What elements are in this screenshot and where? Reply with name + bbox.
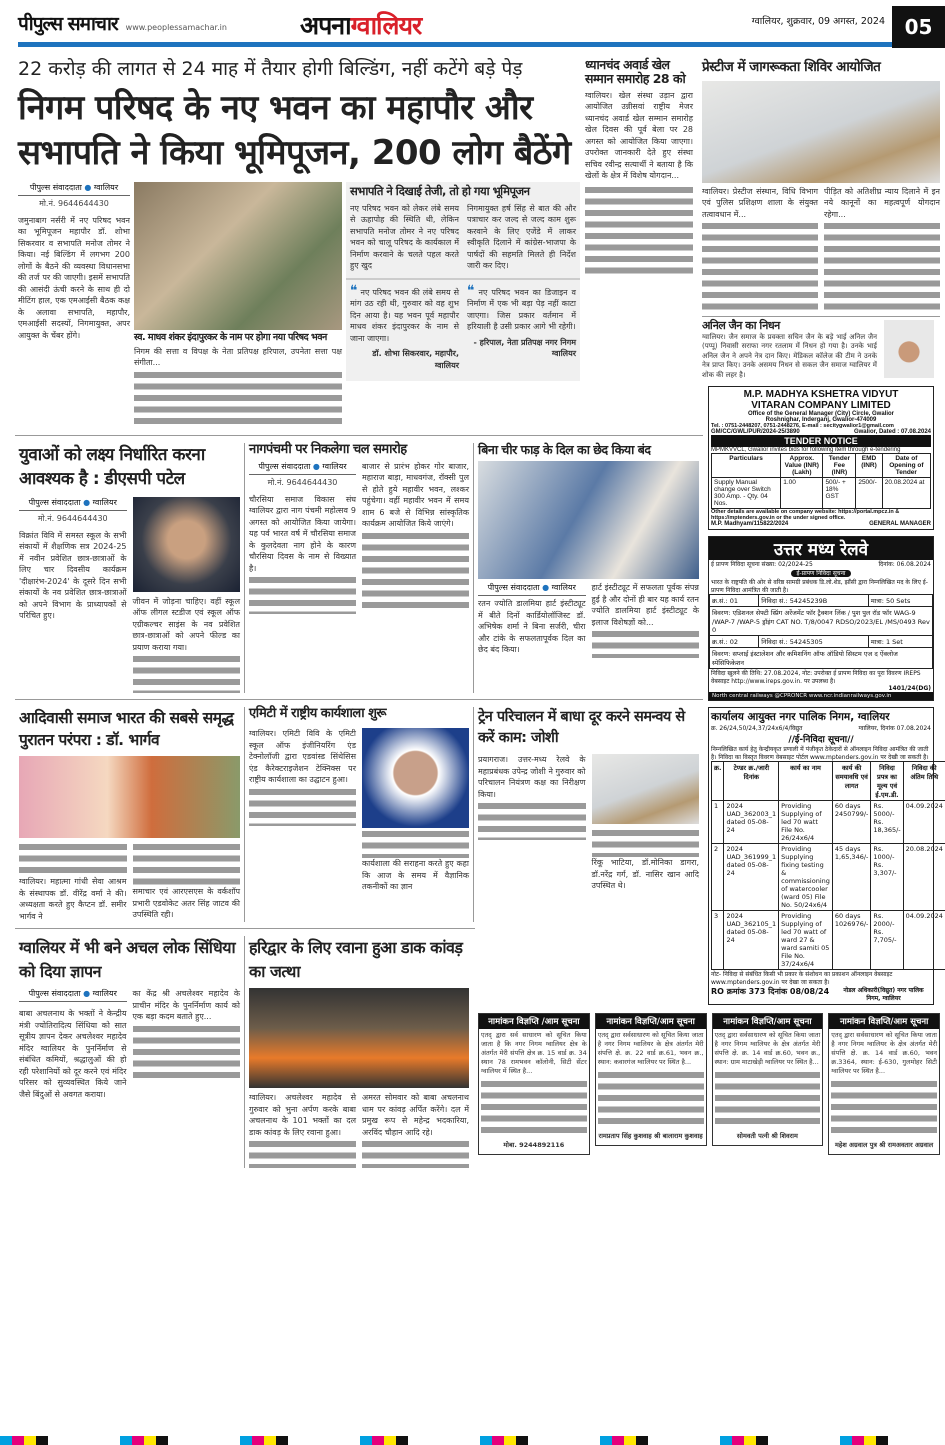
nagpanchami-body: चौरसिया समाज विकास संघ ग्वालियर द्वारा नाग पंचमी महोत्सव 9 अगस्त को आयोजित किया जायेगा। यह पर्व भारत वर्ष में चौरसिया समाज के कुलदेवता नाग होने के कारण चौरसिया दिवस के नाम से विख्यात है। bbox=[249, 494, 356, 573]
text-columns bbox=[134, 369, 342, 429]
nigam-intro: निम्नलिखित कार्य हेतु केन्द्रीयकृत प्रणाली में पंजीकृत ठेकेदारों से ऑनलाइन निविदा आमंत्रित की जाती है। निविदा का विस्तृत विवरण वेबसाइट पोर्टल www.mptenders.gov.in पर देखी जा सकती है। bbox=[711, 746, 929, 762]
website-url: www.peoplessamachar.in bbox=[125, 23, 227, 32]
section-title-part1: अपना bbox=[300, 11, 351, 40]
notice-body: एतद् द्वारा सर्वसाधारण को सूचित किया जाता है नगर निगम ग्वालियर के क्षेत्र अंतर्गत मेरी संपत्ति क्षे. क्र. 14 वार्ड क्र.60, भवन क्र., स्थान: ग्राम माटाखेड़ी ग्वालियर पर स्थित है... bbox=[714, 1031, 821, 1067]
haridwar-story bbox=[244, 936, 473, 1168]
byline: पीपुल्स संवाददाता ● ग्वालियर bbox=[478, 582, 586, 596]
byline: पीपुल्स संवाददाता ● ग्वालियर bbox=[249, 461, 356, 475]
nigam-tender-table: क्र. टेण्डर क्र./जारी दिनांक कार्य का नाम कार्य की समयावधि एवं लागत निविदा प्रपत्र का मूल्य एवं ई.एम.डी. निविदा की अंतिम तिथि 1 2024 UAD_362003_1 dated 05-08-24 Providing Supplying of led 70 watt File No. 26/24x6/4 60 days 2450799/- Rs. 5000/- Rs. 18,365/- 04.09.2024 2 2024 UAD_361999_1 dated 05-08-24 Providing Supplying fixing testing & commissioning of watercooler (ward 05) File No. 50/24x6/4 45 days 1,65,346/- Rs. 1000/- Rs. 3,307/- 20.08.2024 3 2024 UAD_362105_1 dated 05-08-24 Providing Supplying of led 70 watt of ward 27 & ward samiti 05 File No. 37/24x6/4 60 days 1026976/- Rs. 2000/- Rs. 7,705/- 04.09.2024 bbox=[711, 761, 945, 970]
yuva-headline: युवाओं को लक्ष्य निर्धारित करना आवश्यक है : डीएसपी पटेल bbox=[19, 444, 205, 489]
obituary-photo bbox=[884, 320, 934, 378]
achal-body: बाबा अचलनाथ के भक्तों ने केन्द्रीय मंत्री ज्योतिरादित्य सिंधिया को सात सूत्रीय ज्ञापन देकर अचलेश्वर महादेव मंदिर ग्वालियर के पुनर्निर्माण से संबंधित कमियों, श्रद्धालुओं की हो रही परेशानियों को दूर करने एवं मंदिर परिसर को सुव्यवस्थित किये जाने जैसे बिंदुओं से अवगत कराया। bbox=[19, 1009, 127, 1099]
nomination-notices bbox=[478, 1013, 940, 1155]
amity-body: ग्वालियर। एमिटी विवि के एमिटी स्कूल ऑफ इंजीनियरिंग एंड टेक्नोलॉजी द्वारा एडवांस्ड सिंथेसिस एंड कैरेक्टराइजेशन टेक्निक्स पर राष्ट्रीय कार्यशाला का उद्घाटन हुआ। bbox=[249, 729, 356, 785]
train-body: प्रयागराज। उत्तर-मध्य रेलवे के महाप्रबंधक उपेन्द्र जोशी ने गुरुवार को परिचालन नियंत्रण कक्ष का निरीक्षण किया। bbox=[478, 755, 586, 799]
office: Office of the General Manager (City) Circle, Gwalior bbox=[747, 411, 895, 418]
mobile-number: मो.नं. 9644644430 bbox=[39, 198, 109, 208]
yuva-body-2: जीवन में जोड़ना चाहिए। वहीं स्कूल ऑफ लीगल स्टडीज एवं स्कूल ऑफ एग्रीकल्चर साइंस के नव प्रवेशित छात्र-छात्राओं को अपने फील्ड का प्रयाण कराया गया। bbox=[132, 596, 240, 652]
notice-badge: ई-प्रापण निविदा सूचना bbox=[791, 570, 852, 577]
notice-no: ई प्रापण निविदा सूचना संख्या: 02/2024-25 bbox=[711, 561, 813, 569]
haridwar-body-2: अमरत सोमवार को बाबा अचलनाथ धाम पर कांवड़ अर्पित करेंगे। दल में प्रमुख रूप से महेन्द्र भदकारिया, अरविंद चौहान आदि रहे। bbox=[362, 1093, 469, 1137]
notice-title: नामांकन विज्ञप्ति/आम सूचना bbox=[713, 1014, 823, 1029]
notice-date: दिनांक: 06.08.2024 bbox=[878, 561, 931, 569]
row-lead bbox=[15, 58, 703, 429]
section-title bbox=[300, 8, 421, 42]
tender-footer: Other details are available on company website: https://portal.mpcz.in & https://mptenders.gov.in or the under signed office. bbox=[711, 509, 900, 522]
section-title-part2: ग्वालियर bbox=[350, 11, 422, 40]
obituary-headline: अनिल जैन का निधन bbox=[702, 319, 780, 333]
amity-body-2: कार्यशाला की सराहना करते हुए कहा कि आज के समय में वैज्ञानिक तकनीकों का ज्ञान bbox=[362, 859, 469, 892]
notice-intro: भारत के राष्ट्रपति की ओर से वरिष्ठ सामग्री प्रबंधक डि.लो.शेड, झाँसी द्वारा निम्नलिखित मद के लिए ई-प्रापण निविदा आमंत्रित की जाती है। bbox=[711, 579, 928, 595]
adivasi-body: ग्वालियर। महात्मा गांधी सेवा आश्रम के संस्थापक डॉ. वीरेंद्र वर्मा ने की। अध्यक्षता करते हुए कैप्टन डॉ. समीर भार्गव ने bbox=[19, 877, 127, 921]
nomination-notice-1 bbox=[478, 1013, 590, 1155]
prestige-story bbox=[702, 60, 940, 310]
train-headline: ट्रेन परिचालन में बाधा दूर करने समन्वय से करें काम: जोशी bbox=[478, 709, 685, 747]
achal-story bbox=[15, 936, 244, 1168]
nigam-title: कार्यालय आयुक्त नगर पालिक निगम, ग्वालियर bbox=[711, 711, 890, 724]
page-number: 05 bbox=[892, 6, 945, 48]
nomination-notice-2 bbox=[595, 1013, 707, 1146]
heart-patient-photo bbox=[478, 461, 699, 579]
byline: पीपुल्स संवाददाता ● ग्वालियर bbox=[18, 182, 130, 196]
amity-story bbox=[244, 707, 473, 922]
notice-body: एतद् द्वारा सर्व साधारण को सूचित किया जाता है कि नगर निगम ग्वालियर क्षेत्र के अंतर्गत मेरी संपत्ति क्षेत्र क्र. 15 वार्ड क्र. 34 स्थान 78 रामभवन कॉलोनी, सिटी सेंटर ग्वालियर में स्थित है... bbox=[481, 1031, 587, 1076]
logo-group bbox=[18, 10, 227, 36]
prestige-body-2: पीड़ित को अतिशीघ्र न्याय दिलाने में इन नये कानूनों का महत्वपूर्ण योगदान रहेगा... bbox=[824, 186, 940, 219]
yuva-story bbox=[15, 443, 244, 694]
dsp-patel-photo bbox=[133, 497, 241, 592]
notice-title: नामांकन विज्ञप्ति/आम सूचना bbox=[829, 1014, 939, 1029]
railway-title: उत्तर मध्य रेलवे bbox=[709, 537, 933, 560]
nomination-notice-4 bbox=[828, 1013, 940, 1155]
haridwar-body: ग्वालियर। अचलेश्वर महादेव से गुरुवार को भुना अर्पण करके बाबा अचलनाथ के 101 भक्तों का दल डाक कांवड़ के लिए रवाना हुआ। bbox=[249, 1093, 356, 1137]
nigam-note: नोट- निविदा से संबंधित किसी भी प्रकार के संशोधन का प्रकाशन ऑनलाइन वेबसाइट www.mptenders.gov.in पर देखा जा सकता है। bbox=[711, 971, 893, 987]
nagpanchami-body-2: बाजार से प्रारंभ होकर गोर बाजार, महाराज बाड़ा, माधवगंज, रॉक्सी पुल से होते हुये महावीर भवन, लश्कर पहुंचेगा। वहीं महावीर भवन में समय शाम 6 बजे से विभिन्न सांस्कृतिक कार्यक्रम आयोजित किये जाएंगे। bbox=[362, 461, 469, 529]
notice-title: नामांकन विज्ञप्ति /आम सूचना bbox=[479, 1014, 589, 1029]
obituary-anil-jain bbox=[702, 316, 940, 380]
table-row: 3 2024 UAD_362105_1 dated 05-08-24 Providing Supplying of led 70 watt of ward 27 & ward samiti 05 File No. 37/24x6/4 60 days 1026976/- Rs. 2000/- Rs. 7,705/- 04.09.2024 bbox=[712, 911, 945, 970]
table-row: 2 2024 UAD_361999_1 dated 05-08-24 Providing Supplying fixing testing & commissioning of watercooler (ward 05) File No. 50/24x6/4 45 days 1,65,346/- Rs. 1000/- Rs. 3,307/- 20.08.2024 bbox=[712, 844, 945, 911]
row-2 bbox=[15, 435, 703, 694]
dhyanchand-headline: ध्यानचंद अवार्ड खेल सम्मान समारोह 28 को bbox=[585, 57, 686, 87]
train-body-2: रिंकू भाटिया, डॉ.मोनिका डागरा, डॉ.नरेंद्र गर्ग, डॉ. नासिर खान आदि उपस्थित थे। bbox=[591, 858, 699, 891]
lead-sidebar-box bbox=[346, 182, 580, 382]
nagpanchami-headline: नागपंचमी पर निकलेगा चल समारोह bbox=[249, 441, 407, 457]
madhyam-no: M.P. Madhyam/115822/2024 bbox=[711, 521, 789, 528]
right-column bbox=[702, 59, 943, 1005]
notice-footer: मोबा. 9244892116 bbox=[503, 1141, 565, 1150]
sidebar-box-title: सभापति ने दिखाई तेजी, तो हो गया भूमिपूजन bbox=[350, 183, 530, 198]
sidebar-col-2: निगमायुक्त हर्ष सिंह से बात की और पत्राचार कर जल्द से जल्द काम शुरू करवाने के लिए एजेंडे में लाकर स्वीकृति दिलाने में कांग्रेस-भाजपा के पार्षदों की सहमति मिलते ही निर्देश जारी कर दिए। bbox=[467, 203, 576, 271]
byline: पीपुल्स संवाददाता ● ग्वालियर bbox=[19, 497, 127, 511]
nagpanchami-story bbox=[244, 443, 473, 694]
kanwar-yatra-photo bbox=[249, 988, 469, 1088]
quote-opposition-attribution: - हरिपाल, नेता प्रतिपक्ष नगर निगम ग्वालियर bbox=[473, 337, 576, 359]
lead-headline: निगम परिषद के नए भवन का महापौर और सभापति ने किया भूमिपूजन, 200 लोग बैठेंगे bbox=[18, 87, 571, 173]
nigam-ref: क्र. 26/24,50/24,37/24x6/4/विद्युत bbox=[711, 725, 803, 733]
railway-items: क्र.सं.: 01 निविदा सं.: 54245239B मात्रा: 50 Sets विवरण: एडिशनल सेफ्टी स्प्रिंग अरेंजमेंट फॉर ट्रैक्शन लिंक / पुश पुल रॉड फॉर WAG-9 /WAP-7 /WAP-5 ड्रॉइंग CAT NO. T/8/0047 RDSO/2023/EL /MS/0493 Rev 0 क्र.सं.: 02 निविदा सं.: 54245305 मात्रा: 1 Set विवरण: सप्लाई इंस्टालेशन और कमिशनिंग ऑफ ऑडियो सिस्टम एज द ऐंक्लोज स्पेसिफिकेशन bbox=[709, 594, 933, 669]
notice-footer: महेश अग्रवाल पुत्र श्री रामअवतार अग्रवाल bbox=[835, 1141, 934, 1150]
notice-body: एतद् द्वारा सर्वसाधारण को सूचित किया जाता है नगर निगम ग्वालियर के क्षेत्र अंतर्गत मेरी संपत्ति क्षे. क्र. 14 वार्ड क्र.60, भवन क्र.3364, स्थान: ई-630, गुलमोहर सिटी ग्वालियर पर स्थित है... bbox=[831, 1031, 937, 1076]
achal-headline: ग्वालियर में भी बने अचल लोक सिंधिया को दिया ज्ञापन bbox=[19, 938, 236, 982]
railway-social-links: North central railways @CPRONCR www.ncr.indianrailways.gov.in bbox=[709, 692, 933, 700]
prestige-photo bbox=[702, 81, 940, 183]
quote-opposition: ❝ नए परिषद भवन का डिजाइन व निर्माण में एक भी बड़ा पेड़ नहीं काटा जाएगा। जिस प्रकार वर्तमान में हरियाली है उसी प्रकार आगे भी रहेगी। bbox=[467, 282, 577, 332]
heart-headline: बिना चीर फाड़ के दिल का छेद किया बंद bbox=[478, 441, 651, 457]
notice-footer: सोमवती पत्नी श्री शिवराम bbox=[736, 1132, 798, 1141]
ref-no: GM/CC/GWL/PUR/2024-25/3890 bbox=[711, 429, 800, 436]
tender-intro: MPMKVVCL, Gwalior invites bids for following item through e-tendering bbox=[711, 447, 901, 454]
ro-number: RO क्रमांक 373 दिनांक 08/08/24 bbox=[711, 987, 830, 997]
obituary-body: ग्वालियर। जैन समाज के प्रवक्ता सचिन जैन के बड़े भाई अनिल जैन (पप्पू) निवासी सराफा नगर रतलाम में निधन हो गया है। उनके भाई अनिल जैन ने अपने नेत्र दान किए। मेडिकल कॉलेज की टीम ने उनके नेत्र प्राप्त किए। उनके असमय निधन से सकल जैन समाज ग्वालियर में शोक की लहर है। bbox=[702, 332, 877, 379]
row-3 bbox=[15, 699, 703, 922]
lead-sub-body: निगम की सत्ता व विपक्ष के नेता प्रतिपक्ष हरिपाल, उपनेता सत्ता पक्ष संगीता... bbox=[134, 346, 342, 368]
notice-body: एतद् द्वारा सर्वसाधारण को सूचित किया जाता है नगर निगम ग्वालियर के क्षेत्र अंतर्गत मेरी संपत्ति क्षे. क्र. 22 वार्ड क्र.61, भवन क्र., स्थान: कवारगंज ग्वालियर पर स्थित है... bbox=[597, 1031, 704, 1067]
tender-table: Particulars Approx. Value (INR) (Lakh) Tender Fee (INR) EMD (INR) Date of Opening of Tender Supply Manual change over Switch 300 Amp. - Qty. 04 Nos. 1.00 500/- + 18% GST 2500/- 20.08.2024 at bbox=[711, 453, 931, 509]
train-story bbox=[473, 707, 703, 922]
adivasi-event-photo bbox=[19, 756, 240, 838]
prestige-headline: प्रेस्टीज में जागरूकता शिविर आयोजित bbox=[702, 59, 881, 75]
dateline: ग्वालियर, शुक्रवार, 09 अगस्त, 2024 bbox=[751, 16, 885, 27]
address: Roshnighar, Inderganj, Gwalior-474009 bbox=[765, 417, 877, 424]
nigam-subtitle: //ई-निविदा सूचना// bbox=[788, 735, 854, 746]
adivasi-story bbox=[15, 707, 244, 922]
color-registration-strip bbox=[0, 1436, 945, 1445]
achal-body-2: का केंद्र श्री अचलेश्वर महादेव के प्राचीन मंदिर के पुनर्निर्माण कार्य को एक बड़ा कदम बताते हुए... bbox=[132, 989, 240, 1022]
newspaper-logo: पीपुल्स समाचार bbox=[18, 13, 118, 35]
quote-mayor: ❝ नए परिषद भवन की लंबे समय से मांग उठ रही थी, गुरुवार को वह शुभ दिन आया है। यह भवन पूर्व महापौर माधव शंकर इंदापुरकर के नाम से जाना जाएगा। bbox=[350, 282, 459, 343]
table-row: 1 2024 UAD_362003_1 dated 05-08-24 Providing Supplying of led 70 watt File No. 26/24x6/4 60 days 2450799/- Rs. 5000/- Rs. 18,365/- 04.09.2024 bbox=[712, 801, 945, 844]
masthead bbox=[0, 0, 945, 48]
signatory: GENERAL MANAGER bbox=[869, 521, 931, 528]
table-row: क्र.सं.: 02 निविदा सं.: 54245305 मात्रा: 1 Set bbox=[710, 636, 933, 648]
company-name-1: M.P. MADHYA KSHETRA VIDYUT bbox=[743, 389, 899, 401]
mpmkvvcl-tender-ad bbox=[708, 386, 934, 530]
lead-byline-block bbox=[18, 182, 130, 342]
dated: Gwalior, Dated : 07.08.2024 bbox=[853, 429, 931, 436]
quote-icon: ❝ bbox=[350, 282, 358, 299]
quote-mayor-attribution: डॉ. शोभा सिकरवार, महापौर, ग्वालियर bbox=[372, 349, 459, 370]
haridwar-headline: हरिद्वार के लिए रवाना हुआ डाक कांवड़ का जत्था bbox=[249, 938, 463, 982]
lead-subhead: स्व. माधव शंकर इंदापुरकर के नाम पर होगा नया परिषद भवन bbox=[134, 331, 327, 343]
table-row: क्र.सं.: 01 निविदा सं.: 54245239B मात्रा: 50 Sets bbox=[710, 595, 933, 607]
lead-body: जमुनाबाग नर्सरी में नए परिषद भवन का भूमिपूजन महापौर डॉ. शोभा सिकरवार व सभापति मनोज तोमर ने किया। नई बिल्डिंग में लगभग 200 लोगों के बैठने की व्यवस्था विधानसभा की तर्ज पर की जाएगी। इसमें सभापति की आसंदी ऊंची करने के साथ ही दो मीटिंग हाल, एक एमआईसी बैठक कक्ष के अलावा सभापति, महापौर, एमआईसी सदस्यों, निगमायुक्त, अपर आयुक्त के चेंबर होंगे। bbox=[18, 215, 130, 340]
amity-speaker-photo bbox=[362, 728, 469, 828]
notice-title: नामांकन विज्ञप्ति/आम सूचना bbox=[596, 1014, 706, 1029]
adivasi-headline: आदिवासी समाज भारत की सबसे समृद्ध पुरातन परंपरा : डॉ. भार्गव bbox=[19, 709, 234, 750]
railway-tender-ad bbox=[708, 536, 934, 701]
nigam-signatory: नोडल अधिकारी(विद्युत) नगर पालिक निगम, ग्वालियर bbox=[843, 987, 924, 1003]
nomination-notice-3 bbox=[712, 1013, 824, 1146]
contact: Tel. : 0751-2448207, 0751-2448276, E-mail : secitygwalior1@gmail.com bbox=[711, 423, 894, 430]
row-4 bbox=[15, 928, 475, 1168]
nagar-nigam-etender-ad bbox=[708, 707, 943, 1005]
mobile-number: मो.नं. 9644644430 bbox=[37, 513, 108, 523]
prestige-body: ग्वालियर। प्रेस्टीज संस्थान, विधि विभाग एवं पुलिस प्रशिक्षण शाला के संयुक्त तत्वावधान में... bbox=[702, 186, 818, 219]
ad-code: 1401/24(DG) bbox=[888, 685, 931, 693]
lead-kicker: 22 करोड़ की लागत से 24 माह में तैयार होगी बिल्डिंग, नहीं कटेंगे बड़े पेड़ bbox=[18, 58, 523, 80]
dhyanchand-story bbox=[581, 58, 697, 429]
adivasi-body-2: समाचार एवं आरएसएस के वर्कशॉप प्रभारी एडवोकेट अतर सिंह जाटव की उपस्थिति रही। bbox=[132, 887, 240, 920]
byline: पीपुल्स संवाददाता ● ग्वालियर bbox=[19, 988, 127, 1002]
nigam-date: ग्वालियर, दिनांक 07.08.2024 bbox=[858, 725, 931, 733]
tender-notice-title: TENDER NOTICE bbox=[711, 435, 931, 447]
closing-info: निविदा खुलने की तिथि: 27.08.2024, नोट: उपरोक्त ई प्रापण निविदा का पूरा विवरण IREPS वेबसाइट http://www.ireps.gov.in. पर उपलब्ध है। bbox=[711, 670, 921, 686]
masthead-rule bbox=[18, 42, 892, 47]
table-row: Supply Manual change over Switch 300 Amp. - Qty. 04 Nos. 1.00 500/- + 18% GST 2500/- 20.08.2024 at bbox=[712, 478, 931, 509]
quote-icon: ❝ bbox=[467, 282, 475, 299]
train-meeting-photo bbox=[592, 754, 700, 824]
heart-body: रतन ज्योति डालमिया हार्ट इंस्टीट्यूट में बीते दिनों कार्डियोलॉजिस्ट डॉ. अभिषेक शर्मा ने बिना सर्जरी, चीरा और टांके के सफलतापूर्वक दिल का छेद बंद किया। bbox=[478, 599, 586, 655]
dhyanchand-body: ग्वालियर। खेल संस्था उड़ान द्वारा आयोजित उन्नीसवां राष्ट्रीय मेजर ध्यानचंद अवार्ड खेल सम्मान समारोह खेल दिवस की पूर्व बेला पर 28 अगस्त को आयोजित किया जाएगा। उपरोक्त जानकारी देते हुए संस्था सचिव रवीन्द्र सत्यार्थी ने बताया है कि खेलों के क्षेत्र में विशेष योगदान... bbox=[585, 90, 693, 181]
mobile-number: मो.नं. 9644644430 bbox=[267, 477, 338, 487]
heart-story bbox=[473, 443, 703, 694]
company-name-2: VITARAN COMPANY LIMITED bbox=[751, 400, 891, 412]
sidebar-col-1: नए परिषद भवन को लेकर लंबे समय से ऊहापोह की स्थिति थी, लेकिन सभापति मनोज तोमर ने नए परिषद भवन को चालू परिषद के कार्यकाल में निर्माण करवाने के चलते पहल करते हुए खुद bbox=[350, 203, 459, 271]
amity-headline: एमिटी में राष्ट्रीय कार्यशाला शुरू bbox=[249, 706, 387, 722]
main-news-area bbox=[15, 58, 703, 1168]
lead-story bbox=[15, 58, 581, 429]
yuva-body: विक्रांत विवि में समस्त स्कूल के सभी संकायों में शैक्षणिक सत्र 2024-25 में नवीन प्रवेशित छात्र-छात्राओं के लिए चार दिवसीय कार्यक्रम 'दीक्षारंभ-2024' के दूसरे दिन सभी संकायों के नव प्रवेशित छात्र-छात्राओं को अपने विभाग के प्राध्यापकों से परिचित हुए। bbox=[19, 530, 127, 621]
notice-footer: रामप्रताप सिंह कुशवाह श्री बालाराम कुशवाह bbox=[598, 1132, 703, 1141]
heart-body-2: हार्ट इंस्टीट्यूट में सफलता पूर्वक संपन्न हुई है और दोनों ही बार यह कार्य रतन ज्योति डालमिया हार्ट इंस्टीट्यूट के इलाज विशेषज्ञों को... bbox=[591, 583, 699, 627]
lead-photo-bhoomipujan bbox=[134, 182, 342, 330]
